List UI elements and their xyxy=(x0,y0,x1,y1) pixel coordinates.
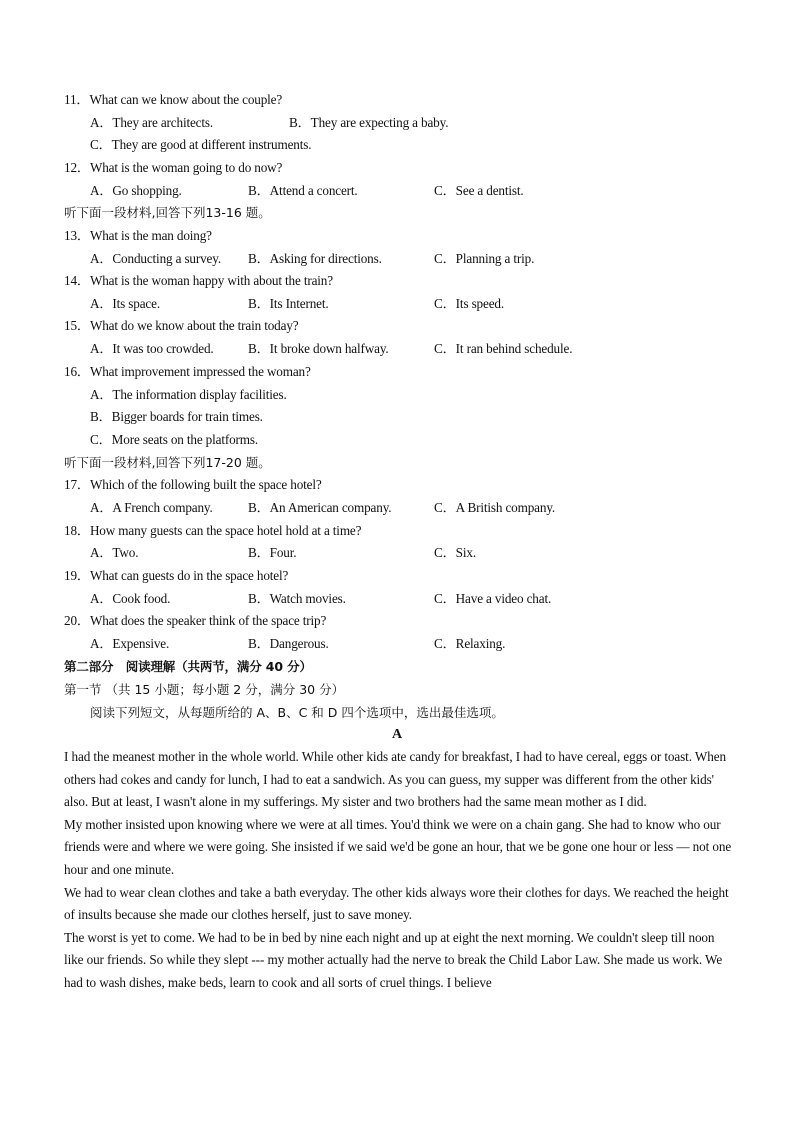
question-stem: Which of the following built the space hotel? xyxy=(89,477,322,492)
option-b: B．Asking for directions. xyxy=(248,251,382,266)
section-heading: 第一节 （共 15 小题；每小题 2 分，满分 30 分） xyxy=(64,682,345,697)
question-13 xyxy=(64,228,212,244)
question-12 xyxy=(64,160,282,176)
option-a: A．Two. xyxy=(90,545,139,560)
question-20 xyxy=(64,613,326,629)
option-a: A．The information display facilities. xyxy=(90,387,287,402)
option-c: C．Six. xyxy=(434,545,476,560)
question-stem: What can guests do in the space hotel? xyxy=(89,568,289,583)
option-b: B．Attend a concert. xyxy=(248,183,358,198)
question-11 xyxy=(64,92,282,108)
listening-instruction: 听下面一段材料,回答下列17-20 题。 xyxy=(64,455,271,470)
option-c: C．A British company. xyxy=(434,500,556,515)
option-b: B．Four. xyxy=(248,545,297,560)
passage xyxy=(64,746,734,995)
question-14 xyxy=(64,273,333,289)
question-stem: What is the man doing? xyxy=(89,228,212,243)
question-19 xyxy=(64,568,288,584)
directions: 阅读下列短文，从每题所给的 A、B、C 和 D 四个选项中，选出最佳选项。 xyxy=(90,705,504,720)
option-c: C．They are good at different instruments. xyxy=(90,137,312,152)
question-stem: What is the woman going to do now? xyxy=(89,160,283,175)
option-c: C．More seats on the platforms. xyxy=(90,432,259,447)
part-heading: 第二部分 阅读理解（共两节，满分 40 分） xyxy=(64,659,312,674)
option-a: A．It was too crowded. xyxy=(90,341,214,356)
option-b: B．An American company. xyxy=(248,500,392,515)
passage-paragraph-4: The worst is yet to come. We had to be in bed by nine each night and up at eight the next morning. We couldn't sleep till noon like our friends. So while they slept --- my mother actually had the nerve to break the Child Labor Law. She made us work. We had to wash dishes, make beds, learn to cook and all sorts of cruel things. I believe xyxy=(64,929,723,990)
question-number: 12． xyxy=(64,160,90,175)
question-stem: What does the speaker think of the space trip? xyxy=(89,613,327,628)
question-stem: What is the woman happy with about the train? xyxy=(89,273,333,288)
option-b: B．Its Internet. xyxy=(248,296,329,311)
option-b: B．Bigger boards for train times. xyxy=(90,409,263,424)
question-stem: What improvement impressed the woman? xyxy=(89,364,311,379)
question-number: 20． xyxy=(64,613,90,628)
option-c: C．It ran behind schedule. xyxy=(434,341,573,356)
question-number: 14． xyxy=(64,273,90,288)
option-c: C．Its speed. xyxy=(434,296,504,311)
option-a: A．They are architects. xyxy=(90,115,214,130)
option-b: B．They are expecting a baby. xyxy=(289,115,449,130)
option-c: C．Have a video chat. xyxy=(434,591,552,606)
option-b: B．Watch movies. xyxy=(248,591,346,606)
option-a: A．A French company. xyxy=(90,500,213,515)
option-a: A．Cook food. xyxy=(90,591,171,606)
option-c: C．Relaxing. xyxy=(434,636,506,651)
passage-paragraph-3: We had to wear clean clothes and take a bath everyday. The other kids always wore their clothes for days. We reached the height of insults because she made our clothes herself, just to save money. xyxy=(64,884,729,923)
option-c: C．Planning a trip. xyxy=(434,251,535,266)
question-15 xyxy=(64,318,298,334)
option-a: A．Go shopping. xyxy=(90,183,182,198)
question-stem: What do we know about the train today? xyxy=(89,318,299,333)
question-18 xyxy=(64,523,361,539)
option-b: B．It broke down halfway. xyxy=(248,341,389,356)
option-b: B．Dangerous. xyxy=(248,636,329,651)
passage-paragraph-2: My mother insisted upon knowing where we were at all times. You'd think we were on a chain gang. She had to know who our friends were and where we were going. She insisted if we said we'd be gone an hour, that we be gone one hour or less — not one hour and one minute. xyxy=(64,816,732,877)
question-number: 18． xyxy=(64,523,90,538)
option-c: C．See a dentist. xyxy=(434,183,524,198)
passage-label: A xyxy=(392,727,402,742)
question-number: 15． xyxy=(64,318,90,333)
question-number: 11． xyxy=(64,92,90,107)
question-stem: How many guests can the space hotel hold at a time? xyxy=(89,523,362,538)
question-number: 13． xyxy=(64,228,90,243)
question-stem: What can we know about the couple? xyxy=(89,92,283,107)
question-16 xyxy=(64,364,311,380)
listening-instruction: 听下面一段材料,回答下列13-16 题。 xyxy=(64,205,271,220)
question-number: 16． xyxy=(64,364,90,379)
question-number: 17． xyxy=(64,477,90,492)
question-number: 19． xyxy=(64,568,90,583)
option-a: A．Conducting a survey. xyxy=(90,251,221,266)
question-17 xyxy=(64,477,322,493)
option-a: A．Expensive. xyxy=(90,636,170,651)
passage-paragraph-1: I had the meanest mother in the whole world. While other kids ate candy for breakfast, I had to have cereal, eggs or toast. When others had cokes and candy for lunch, I had to eat a sandwich. As you can guess, my supper was different from the other kids' also. But at least, I wasn't alone in my sufferings. My sister and two brothers had the same mean mother as I did. xyxy=(64,749,726,810)
option-a: A．Its space. xyxy=(90,296,160,311)
